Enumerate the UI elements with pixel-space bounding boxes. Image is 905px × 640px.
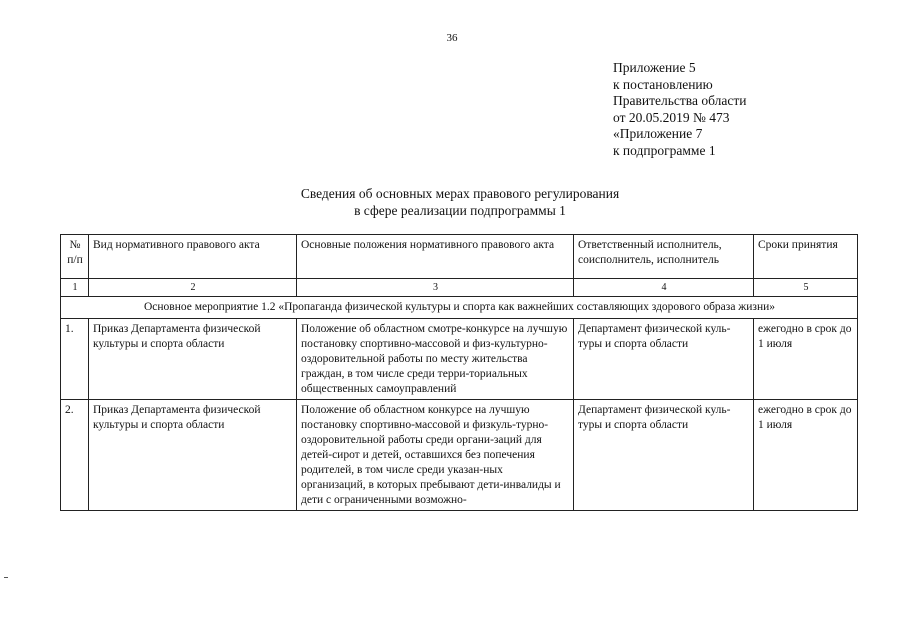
scan-mark (4, 577, 8, 578)
page-number: 36 (446, 32, 458, 44)
appendix-line: «Приложение 7 (613, 126, 703, 141)
header-provisions: Основные положения нормативного правового акта (297, 235, 574, 279)
row-number: 1. (61, 319, 89, 400)
table-row (61, 319, 858, 400)
legal-measures-table (60, 234, 858, 511)
title-line: Сведения об основных мерах правового регулирования (300, 186, 620, 201)
appendix-line: Правительства области (613, 93, 747, 108)
column-number: 5 (754, 279, 858, 297)
row-deadline: ежегодно в срок до 1 июля (754, 400, 858, 511)
appendix-line: Приложение 5 (613, 60, 696, 75)
appendix-line: к подпрограмме 1 (613, 142, 716, 158)
row-executor: Департамент физической куль-туры и спорта области (574, 319, 754, 400)
section-row (61, 297, 858, 319)
column-number: 2 (89, 279, 297, 297)
row-act-type: Приказ Департамента физической культуры и спорта области (89, 400, 297, 511)
header-deadline: Сроки принятия (754, 235, 858, 279)
header-executor: Ответственный исполнитель, соисполнитель, исполнитель (574, 235, 754, 279)
row-executor: Департамент физической куль-туры и спорта области (574, 400, 754, 511)
header-act-type: Вид нормативного правового акта (89, 235, 297, 279)
row-provisions: Положение об областном смотре-конкурсе на лучшую постановку спортивно-массовой и физ-культурно-оздоровительной работы по месту жительства граждан, в том числе среди терри-ториальных общественных самоуправлений (297, 319, 574, 400)
row-provisions: Положение об областном конкурсе на лучшую постановку спортивно-массовой и физкуль-турно-оздоровительной работы среди органи-заций для детей-сирот и детей, оставшихся без попечения родителей, в том числе среди указан-ных организаций, в которых пребывают дети-инвалиды и дети с ограниченными возможно- (297, 400, 574, 511)
column-number: 3 (297, 279, 574, 297)
title-line: в сфере реализации подпрограммы 1 (354, 203, 566, 218)
document-title (180, 185, 740, 219)
appendix-line: от 20.05.2019 № 473 (613, 109, 730, 125)
column-number: 1 (61, 279, 89, 297)
appendix-block (613, 60, 746, 159)
appendix-line: к постановлению (613, 76, 713, 92)
column-number-row (61, 279, 858, 297)
table-header-row (61, 235, 858, 279)
column-number: 4 (574, 279, 754, 297)
row-deadline: ежегодно в срок до 1 июля (754, 319, 858, 400)
row-number: 2. (61, 400, 89, 511)
header-number: № п/п (61, 235, 89, 279)
table-row (61, 400, 858, 511)
section-title: Основное мероприятие 1.2 «Пропаганда физической культуры и спорта как важнейших составляющих здорового образа жизни» (61, 297, 858, 319)
row-act-type: Приказ Департамента физической культуры и спорта области (89, 319, 297, 400)
